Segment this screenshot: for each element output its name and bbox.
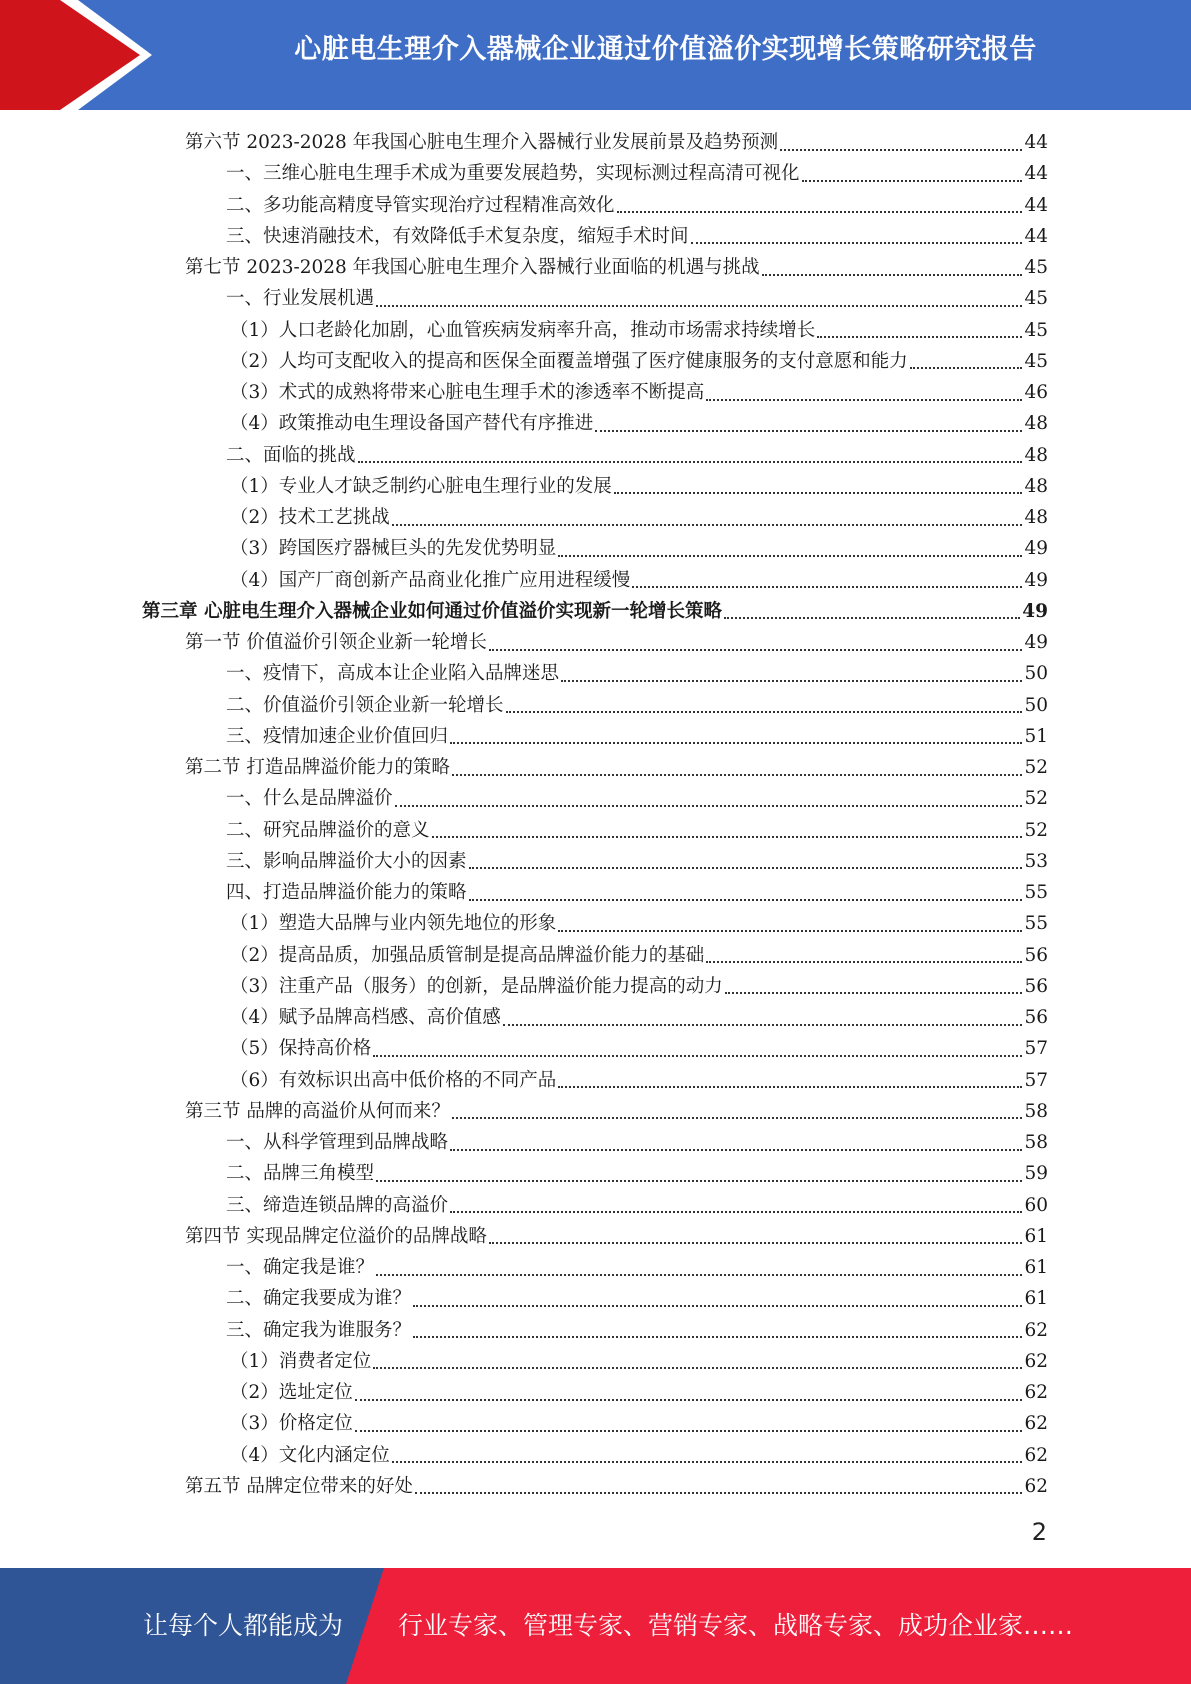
toc-entry[interactable] xyxy=(0,315,1048,346)
toc-entry-title: （4）政策推动电生理设备国产替代有序推进 xyxy=(230,413,594,435)
toc-entry[interactable] xyxy=(0,127,1048,158)
toc-leader-dots xyxy=(706,399,1022,401)
toc-leader-dots xyxy=(489,1242,1023,1244)
toc-entry-title: 一、确定我是谁？ xyxy=(226,1257,375,1278)
toc-entry-page: 58 xyxy=(1024,1100,1048,1122)
toc-entry-page: 52 xyxy=(1024,788,1048,810)
toc-entry[interactable] xyxy=(0,158,1048,189)
report-title: 心脏电生理介入器械企业通过价值溢价实现增长策略研究报告 xyxy=(294,34,1037,65)
toc-entry[interactable] xyxy=(0,1377,1048,1408)
toc-entry-title: （4）赋予品牌高档感、高价值感 xyxy=(230,1007,501,1028)
toc-entry-page: 62 xyxy=(1024,1382,1048,1403)
toc-entry[interactable] xyxy=(0,1096,1048,1127)
toc-entry[interactable] xyxy=(0,1440,1048,1471)
toc-leader-dots xyxy=(392,524,1023,526)
toc-entry-page: 62 xyxy=(1024,1444,1048,1466)
toc-entry-page: 56 xyxy=(1024,975,1048,997)
toc-leader-dots xyxy=(614,492,1023,494)
toc-leader-dots xyxy=(489,649,1023,651)
toc-entry[interactable] xyxy=(0,596,1048,627)
toc-entry-title: 一、从科学管理到品牌战略 xyxy=(226,1132,449,1153)
toc-entry[interactable] xyxy=(0,877,1048,908)
toc-entry[interactable] xyxy=(0,190,1048,221)
toc-entry-page: 48 xyxy=(1024,413,1048,435)
toc-entry-title: 第二节 打造品牌溢价能力的策略 xyxy=(185,757,450,778)
toc-leader-dots xyxy=(415,1492,1023,1494)
toc-entry[interactable] xyxy=(0,627,1048,658)
toc-entry-page: 55 xyxy=(1024,913,1048,935)
toc-entry-page: 48 xyxy=(1024,475,1048,497)
red-arrow-logo xyxy=(0,0,152,110)
toc-entry-title: 四、打造品牌溢价能力的策略 xyxy=(226,882,467,903)
toc-entry[interactable] xyxy=(0,721,1048,752)
toc-entry-title: 一、疫情下，高成本让企业陷入品牌迷思 xyxy=(226,663,560,685)
toc-entry[interactable] xyxy=(0,1471,1048,1502)
toc-entry-title: （4）文化内涵定位 xyxy=(230,1444,390,1466)
toc-entry-page: 51 xyxy=(1024,725,1048,747)
toc-entry-title: （2）提高品质，加强品质管制是提高品牌溢价能力的基础 xyxy=(230,944,705,966)
toc-entry-title: 三、快速消融技术，有效降低手术复杂度，缩短手术时间 xyxy=(226,225,689,247)
toc-entry-title: （2）选址定位 xyxy=(230,1382,353,1403)
toc-entry-page: 57 xyxy=(1024,1038,1048,1060)
toc-leader-dots xyxy=(355,1399,1023,1401)
toc-leader-dots xyxy=(595,430,1022,432)
toc-leader-dots xyxy=(376,1274,1022,1276)
toc-entry-title: （4）国产厂商创新产品商业化推广应用进程缓慢 xyxy=(230,569,631,591)
toc-entry[interactable] xyxy=(0,283,1048,314)
toc-entry-title: 二、价值溢价引领企业新一轮增长 xyxy=(226,694,504,716)
toc-entry-title: 二、品牌三角模型 xyxy=(226,1163,375,1185)
toc-entry-page: 58 xyxy=(1024,1132,1048,1153)
toc-entry-title: （1）专业人才缺乏制约心脏电生理行业的发展 xyxy=(230,475,612,497)
footer-banner xyxy=(0,1568,1191,1684)
toc-entry-title: 第四节 实现品牌定位溢价的品牌战略 xyxy=(185,1225,487,1247)
toc-leader-dots xyxy=(373,1055,1022,1057)
toc-entry-title: （5）保持高价格 xyxy=(230,1038,372,1060)
toc-entry-title: （1）人口老龄化加剧，心血管疾病发病率升高，推动市场需求持续增长 xyxy=(230,319,816,341)
toc-leader-dots xyxy=(469,867,1023,869)
toc-leader-dots xyxy=(780,149,1022,151)
toc-entry[interactable] xyxy=(0,1002,1048,1033)
toc-leader-dots xyxy=(395,805,1023,807)
toc-entry-title: 二、研究品牌溢价的意义 xyxy=(226,819,430,841)
toc-entry-page: 56 xyxy=(1024,944,1048,966)
toc-entry-title: （3）跨国医疗器械巨头的先发优势明显 xyxy=(230,538,557,560)
toc-entry-page: 44 xyxy=(1024,225,1048,247)
toc-entry-title: 一、行业发展机遇 xyxy=(226,288,375,310)
toc-entry-page: 57 xyxy=(1024,1069,1048,1091)
toc-entry-title: （2）技术工艺挑战 xyxy=(230,507,390,528)
toc-leader-dots xyxy=(450,1211,1022,1213)
toc-entry-page: 49 xyxy=(1024,632,1048,653)
toc-entry-page: 62 xyxy=(1024,1319,1048,1341)
toc-entry[interactable] xyxy=(0,783,1048,814)
toc-leader-dots xyxy=(392,1461,1023,1463)
toc-entry[interactable] xyxy=(0,533,1048,564)
toc-entry[interactable] xyxy=(0,1346,1048,1377)
toc-entry-title: 三、影响品牌溢价大小的因素 xyxy=(226,850,467,872)
toc-entry-page: 49 xyxy=(1022,600,1048,622)
toc-entry-page: 62 xyxy=(1024,1475,1048,1497)
toc-entry-title: （6）有效标识出高中低价格的不同产品 xyxy=(230,1069,557,1091)
toc-entry[interactable] xyxy=(0,252,1048,283)
toc-entry-title: 第一节 价值溢价引领企业新一轮增长 xyxy=(185,632,487,653)
toc-entry-page: 44 xyxy=(1024,163,1048,185)
toc-entry-page: 44 xyxy=(1024,132,1048,153)
toc-leader-dots xyxy=(450,742,1022,744)
toc-leader-dots xyxy=(432,836,1023,838)
toc-leader-dots xyxy=(413,1336,1022,1338)
report-header xyxy=(0,0,1191,110)
toc-entry-page: 52 xyxy=(1024,819,1048,841)
toc-entry[interactable] xyxy=(0,1033,1048,1064)
toc-entry-page: 45 xyxy=(1024,288,1048,310)
toc-leader-dots xyxy=(506,711,1023,713)
toc-entry[interactable] xyxy=(0,1158,1048,1189)
toc-entry[interactable] xyxy=(0,846,1048,877)
toc-entry[interactable] xyxy=(0,440,1048,471)
toc-entry[interactable] xyxy=(0,1283,1048,1314)
toc-entry[interactable] xyxy=(0,1127,1048,1158)
toc-leader-dots xyxy=(358,461,1023,463)
toc-entry-page: 50 xyxy=(1024,694,1048,716)
toc-entry[interactable] xyxy=(0,690,1048,721)
toc-entry[interactable] xyxy=(0,377,1048,408)
toc-entry-page: 48 xyxy=(1024,444,1048,466)
footer-slogan-left: 让每个人都能成为 xyxy=(143,1611,344,1640)
toc-leader-dots xyxy=(558,555,1022,557)
toc-entry-page: 44 xyxy=(1024,194,1048,216)
toc-entry-page: 59 xyxy=(1024,1163,1048,1185)
footer-slogan-right: 行业专家、管理专家、营销专家、战略专家、成功企业家…… xyxy=(398,1611,1074,1640)
toc-entry[interactable] xyxy=(0,471,1048,502)
toc-entry[interactable] xyxy=(0,1252,1048,1283)
toc-entry-page: 61 xyxy=(1024,1288,1048,1310)
toc-entry-page: 60 xyxy=(1024,1194,1048,1216)
toc-leader-dots xyxy=(817,336,1022,338)
toc-entry-title: 一、三维心脏电生理手术成为重要发展趋势，实现标测过程高清可视化 xyxy=(226,163,800,185)
toc-entry-page: 55 xyxy=(1024,882,1048,903)
toc-entry-page: 45 xyxy=(1024,350,1048,372)
toc-leader-dots xyxy=(355,1430,1023,1432)
toc-leader-dots xyxy=(724,617,1020,619)
toc-leader-dots xyxy=(469,899,1023,901)
toc-entry-title: 三、疫情加速企业价值回归 xyxy=(226,725,449,747)
toc-entry[interactable] xyxy=(0,940,1048,971)
toc-entry-page: 45 xyxy=(1024,319,1048,341)
toc-entry[interactable] xyxy=(0,1315,1048,1346)
toc-entry[interactable] xyxy=(0,221,1048,252)
toc-leader-dots xyxy=(503,1024,1023,1026)
toc-leader-dots xyxy=(691,242,1023,244)
toc-leader-dots xyxy=(558,930,1022,932)
toc-entry-page: 62 xyxy=(1024,1350,1048,1372)
toc-entry[interactable] xyxy=(0,408,1048,439)
toc-entry-page: 62 xyxy=(1024,1413,1048,1435)
toc-entry-title: （3）价格定位 xyxy=(230,1413,353,1435)
toc-leader-dots xyxy=(376,305,1022,307)
toc-entry-page: 49 xyxy=(1024,538,1048,560)
toc-entry[interactable] xyxy=(0,1065,1048,1096)
page-number: 2 xyxy=(1031,1518,1047,1546)
toc-entry[interactable] xyxy=(0,502,1048,533)
toc-leader-dots xyxy=(450,1149,1022,1151)
toc-entry-title: 二、多功能高精度导管实现治疗过程精准高效化 xyxy=(226,194,615,216)
toc-leader-dots xyxy=(373,1367,1022,1369)
toc-leader-dots xyxy=(725,992,1023,994)
toc-leader-dots xyxy=(452,774,1023,776)
toc-entry[interactable] xyxy=(0,565,1048,596)
toc-entry-title: 三、确定我为谁服务？ xyxy=(226,1319,412,1341)
toc-leader-dots xyxy=(762,274,1023,276)
toc-entry-title: 二、确定我要成为谁？ xyxy=(226,1288,412,1310)
toc-entry-title: 二、面临的挑战 xyxy=(226,444,356,466)
toc-entry-title: 第七节 2023-2028 年我国心脏电生理介入器械行业面临的机遇与挑战 xyxy=(185,257,760,278)
toc-leader-dots xyxy=(632,586,1022,588)
toc-entry[interactable] xyxy=(0,752,1048,783)
toc-leader-dots xyxy=(452,1117,1023,1119)
toc-entry[interactable] xyxy=(0,1190,1048,1221)
toc-entry-title: 第三章 心脏电生理介入器械企业如何通过价值溢价实现新一轮增长策略 xyxy=(142,600,722,622)
toc-entry-title: 三、缔造连锁品牌的高溢价 xyxy=(226,1194,449,1216)
toc-leader-dots xyxy=(706,961,1022,963)
toc-entry[interactable] xyxy=(0,908,1048,939)
toc-entry-page: 61 xyxy=(1024,1225,1048,1247)
toc-entry-title: 第六节 2023-2028 年我国心脏电生理介入器械行业发展前景及趋势预测 xyxy=(185,132,779,153)
toc-leader-dots xyxy=(376,1180,1022,1182)
toc-entry[interactable] xyxy=(0,815,1048,846)
toc-entry[interactable] xyxy=(0,346,1048,377)
toc-entry-title: （3）术式的成熟将带来心脏电生理手术的渗透率不断提高 xyxy=(230,382,705,403)
toc-entry-title: （2）人均可支配收入的提高和医保全面覆盖增强了医疗健康服务的支付意愿和能力 xyxy=(230,350,908,372)
toc-entry[interactable] xyxy=(0,971,1048,1002)
table-of-contents xyxy=(0,127,1191,1502)
toc-entry-title: 一、什么是品牌溢价 xyxy=(226,788,393,810)
toc-entry-page: 45 xyxy=(1024,257,1048,278)
toc-entry-page: 52 xyxy=(1024,757,1048,778)
toc-entry-title: 第三节 品牌的高溢价从何而来？ xyxy=(185,1100,450,1122)
toc-entry-page: 48 xyxy=(1024,507,1048,528)
toc-entry-title: 第五节 品牌定位带来的好处 xyxy=(185,1475,413,1497)
toc-entry-page: 56 xyxy=(1024,1007,1048,1028)
toc-entry-page: 46 xyxy=(1024,382,1048,403)
toc-entry[interactable] xyxy=(0,1408,1048,1439)
toc-leader-dots xyxy=(558,1086,1022,1088)
toc-entry-page: 61 xyxy=(1024,1257,1048,1278)
toc-entry-title: （1）消费者定位 xyxy=(230,1350,372,1372)
toc-entry-title: （1）塑造大品牌与业内领先地位的形象 xyxy=(230,913,557,935)
toc-leader-dots xyxy=(413,1305,1022,1307)
toc-leader-dots xyxy=(910,367,1023,369)
toc-leader-dots xyxy=(617,211,1023,213)
toc-entry[interactable] xyxy=(0,1221,1048,1252)
toc-leader-dots xyxy=(802,180,1023,182)
toc-entry[interactable] xyxy=(0,658,1048,689)
toc-entry-page: 49 xyxy=(1024,569,1048,591)
toc-leader-dots xyxy=(561,680,1022,682)
toc-entry-page: 53 xyxy=(1024,850,1048,872)
toc-entry-page: 50 xyxy=(1024,663,1048,685)
toc-entry-title: （3）注重产品（服务）的创新，是品牌溢价能力提高的动力 xyxy=(230,975,723,997)
